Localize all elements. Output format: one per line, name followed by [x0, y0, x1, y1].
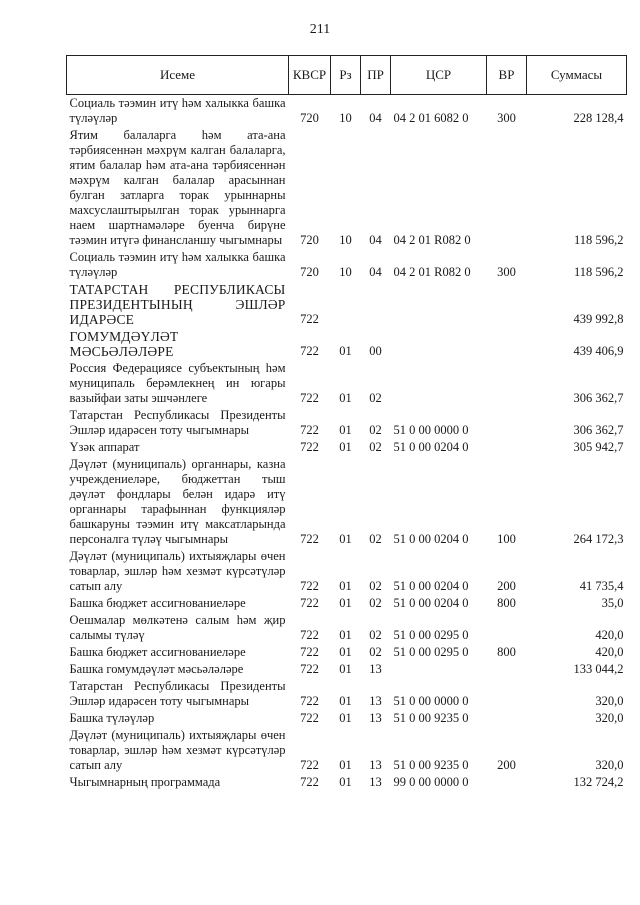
cell-sum: 306 362,7 [573, 391, 624, 405]
cell-pr: 13 [369, 694, 382, 708]
header-rz: Рз [331, 56, 361, 95]
cell-name: Социаль тәэмин итү һәм халыкка башка түләүләр [69, 96, 286, 125]
cell-kvsr: 722 [300, 532, 319, 546]
cell-name: Оешмалар мөлкәтенә салым һәм җир салымы түләү [69, 613, 286, 642]
cell-vr [487, 612, 527, 644]
cell-name: Россия Федерациясе субъектының һәм муниципаль берәмлекнең ин югары вазыйфаи заты эшчәнлеге [69, 361, 286, 405]
cell-name: ГОМУМДӘҮЛӘТ МӘСЬӘЛӘЛӘРЕ [69, 329, 179, 359]
cell-rz: 01 [339, 758, 352, 772]
cell-csr: 51 0 00 0204 0 [393, 596, 469, 610]
cell-pr: 02 [369, 440, 382, 454]
cell-pr: 13 [369, 662, 382, 676]
cell-pr: 02 [369, 628, 382, 642]
table-row [67, 678, 627, 710]
table-row [67, 644, 627, 661]
cell-csr: 04 2 01 R082 0 [393, 265, 471, 279]
cell-csr: 51 0 00 0204 0 [393, 440, 469, 454]
header-csr: ЦСР [391, 56, 487, 95]
budget-table [66, 55, 627, 791]
cell-csr [391, 328, 487, 360]
cell-rz: 01 [339, 423, 352, 437]
cell-pr: 02 [369, 596, 382, 610]
cell-csr: 04 2 01 6082 0 [393, 111, 469, 125]
cell-sum: 439 406,9 [573, 344, 624, 358]
cell-vr: 300 [497, 111, 516, 125]
cell-rz: 10 [339, 233, 352, 247]
cell-csr: 51 0 00 0204 0 [393, 532, 469, 546]
cell-sum: 305 942,7 [573, 440, 624, 454]
cell-rz: 01 [339, 628, 352, 642]
table-row [67, 95, 627, 128]
page-number: 211 [309, 22, 331, 37]
cell-name: Дәүләт (муниципаль) ихтыяҗлары өчен товарлар, эшләр һәм хезмәт күрсәтүләр сатып алу [69, 549, 286, 593]
cell-vr [487, 328, 527, 360]
cell-name: Үзәк аппарат [69, 440, 140, 454]
cell-rz: 01 [339, 344, 352, 358]
cell-csr: 04 2 01 R082 0 [393, 233, 471, 247]
cell-csr: 99 0 00 0000 0 [393, 775, 469, 789]
cell-vr: 300 [497, 265, 516, 279]
cell-pr: 04 [369, 111, 382, 125]
cell-kvsr: 722 [300, 758, 319, 772]
cell-name: Ятим балаларга һәм ата-ана тәрбиясеннән мәхрүм калган балаларга, ятим балалар һәм ата-ана тәрбиясеннән мәхрүм калган балалар арасыннан булган затларга торак урыннарны махсуслаштырылган торак урыннарга наем шартнамәләре буенча бирүне тәэмин итүгә финансланшу чыгымнары [69, 128, 286, 247]
cell-vr [487, 281, 527, 328]
cell-kvsr: 722 [300, 391, 319, 405]
cell-sum: 320,0 [595, 758, 624, 772]
cell-kvsr: 720 [300, 233, 319, 247]
table-row [67, 439, 627, 456]
cell-sum: 439 992,8 [573, 312, 624, 326]
cell-kvsr: 722 [300, 440, 319, 454]
cell-kvsr: 720 [300, 265, 319, 279]
table-row [67, 595, 627, 612]
cell-pr: 00 [369, 344, 382, 358]
cell-csr: 51 0 00 0000 0 [393, 694, 469, 708]
cell-sum: 420,0 [595, 645, 624, 659]
cell-rz: 01 [339, 391, 352, 405]
cell-csr [391, 360, 487, 407]
cell-vr [487, 439, 527, 456]
cell-name: Дәүләт (муниципаль) ихтыяҗлары өчен товарлар, эшләр һәм хезмәт күрсәтүләр сатып алу [69, 728, 286, 772]
cell-pr: 02 [369, 391, 382, 405]
cell-sum: 118 596,2 [573, 265, 624, 279]
cell-pr: 13 [369, 775, 382, 789]
cell-pr: 02 [369, 423, 382, 437]
table-row [67, 281, 627, 328]
table-row [67, 456, 627, 548]
cell-sum: 228 128,4 [573, 111, 624, 125]
cell-name: Чыгымнарның программада [69, 775, 221, 789]
cell-pr: 02 [369, 579, 382, 593]
cell-name: Дәүләт (муниципаль) органнары, казна учреждениеләре, бюджеттан тыш дәүләт фондлары белән идарә итү органнары тарафыннан функцияләр башкаруны тәэмин итү максатларында персоналга түләү чыгымнары [69, 457, 286, 546]
cell-rz [331, 281, 361, 328]
cell-pr: 02 [369, 532, 382, 546]
cell-sum: 320,0 [595, 711, 624, 725]
cell-rz: 01 [339, 579, 352, 593]
cell-vr [487, 774, 527, 791]
cell-csr [391, 281, 487, 328]
table-row [67, 661, 627, 678]
cell-kvsr: 722 [300, 423, 319, 437]
table-row [67, 360, 627, 407]
cell-csr: 51 0 00 0000 0 [393, 423, 469, 437]
cell-kvsr: 722 [300, 596, 319, 610]
cell-vr [487, 678, 527, 710]
cell-pr: 13 [369, 758, 382, 772]
cell-vr: 100 [497, 532, 516, 546]
cell-vr [487, 360, 527, 407]
cell-kvsr: 722 [300, 662, 319, 676]
cell-vr: 200 [497, 579, 516, 593]
table-row [67, 727, 627, 774]
cell-rz: 01 [339, 711, 352, 725]
cell-sum: 41 735,4 [579, 579, 624, 593]
table-row [67, 127, 627, 249]
header-pr: ПР [361, 56, 391, 95]
cell-sum: 118 596,2 [573, 233, 624, 247]
cell-csr: 51 0 00 0295 0 [393, 645, 469, 659]
cell-vr: 800 [497, 596, 516, 610]
cell-rz: 01 [339, 532, 352, 546]
cell-csr: 51 0 00 0295 0 [393, 628, 469, 642]
table-row [67, 407, 627, 439]
cell-name: Башка гомумдәүләт мәсьәләләре [69, 662, 244, 676]
table-row [67, 612, 627, 644]
cell-vr: 800 [497, 645, 516, 659]
cell-kvsr: 722 [300, 775, 319, 789]
header-vr: ВР [487, 56, 527, 95]
cell-kvsr: 722 [300, 312, 319, 326]
cell-rz: 01 [339, 775, 352, 789]
table-row [67, 774, 627, 791]
cell-name: Татарстан Республикасы Президенты Эшләр идарәсен тоту чыгымнары [69, 408, 286, 437]
cell-vr [487, 710, 527, 727]
cell-rz: 10 [339, 111, 352, 125]
cell-sum: 133 044,2 [573, 662, 624, 676]
cell-kvsr: 722 [300, 711, 319, 725]
cell-rz: 10 [339, 265, 352, 279]
cell-rz: 01 [339, 645, 352, 659]
cell-kvsr: 722 [300, 579, 319, 593]
table-row [67, 710, 627, 727]
cell-pr: 02 [369, 645, 382, 659]
cell-pr: 13 [369, 711, 382, 725]
cell-sum: 306 362,7 [573, 423, 624, 437]
cell-kvsr: 722 [300, 694, 319, 708]
table-row [67, 548, 627, 595]
table-row [67, 249, 627, 281]
cell-name: Башка бюджет ассигнованиеләре [69, 645, 246, 659]
cell-name: Башка бюджет ассигнованиеләре [69, 596, 246, 610]
table-body [67, 95, 627, 792]
cell-kvsr: 722 [300, 344, 319, 358]
cell-csr: 51 0 00 9235 0 [393, 711, 469, 725]
cell-name: Башка түләүләр [69, 711, 155, 725]
cell-sum: 264 172,3 [573, 532, 624, 546]
cell-pr: 04 [369, 265, 382, 279]
cell-csr: 51 0 00 9235 0 [393, 758, 469, 772]
table-header [67, 56, 627, 95]
cell-kvsr: 722 [300, 628, 319, 642]
cell-kvsr: 720 [300, 111, 319, 125]
cell-name: Татарстан Республикасы Президенты Эшләр идарәсен тоту чыгымнары [69, 679, 286, 708]
cell-csr: 51 0 00 0204 0 [393, 579, 469, 593]
cell-vr [487, 661, 527, 678]
header-name: Исеме [67, 56, 289, 95]
cell-pr [361, 281, 391, 328]
cell-name: Социаль тәэмин итү һәм халыкка башка түләүләр [69, 250, 286, 279]
cell-sum: 420,0 [595, 628, 624, 642]
cell-vr [487, 407, 527, 439]
cell-rz: 01 [339, 662, 352, 676]
cell-pr: 04 [369, 233, 382, 247]
table-row [67, 328, 627, 360]
cell-vr [487, 127, 527, 249]
header-kvsr: КВСР [289, 56, 331, 95]
cell-rz: 01 [339, 596, 352, 610]
cell-sum: 35,0 [601, 596, 624, 610]
cell-rz: 01 [339, 694, 352, 708]
header-sum: Суммасы [527, 56, 627, 95]
cell-name: ТАТАРСТАН РЕСПУБЛИКАСЫ ПРЕЗИДЕНТЫНЫҢ ЭШЛӘР ИДАРӘСЕ [69, 282, 286, 327]
cell-vr: 200 [497, 758, 516, 772]
cell-rz: 01 [339, 440, 352, 454]
cell-sum: 320,0 [595, 694, 624, 708]
cell-csr [391, 661, 487, 678]
cell-sum: 132 724,2 [573, 775, 624, 789]
cell-kvsr: 722 [300, 645, 319, 659]
